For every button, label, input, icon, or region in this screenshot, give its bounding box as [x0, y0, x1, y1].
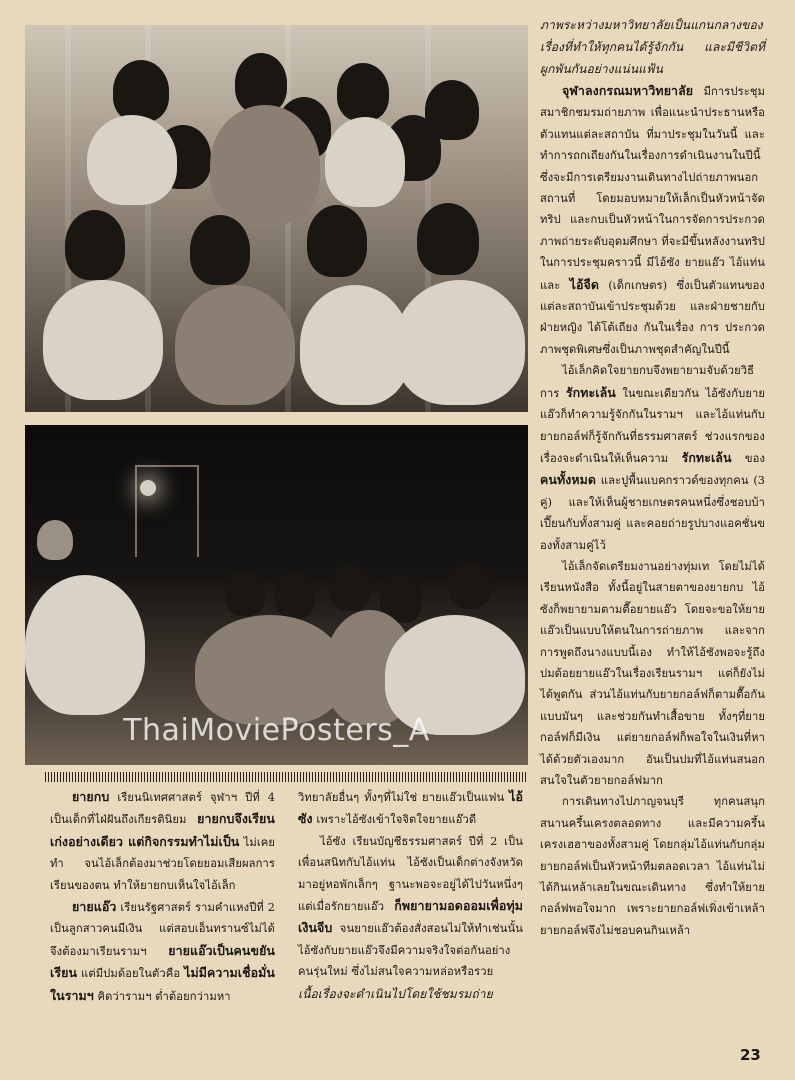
person-body	[210, 105, 320, 225]
person-head	[225, 570, 265, 616]
bold-text: รักทะเล้น	[565, 384, 616, 400]
person-head	[113, 60, 169, 122]
bold-text: คนทั้งหมด	[540, 472, 597, 488]
paragraph	[298, 831, 523, 983]
left-column	[50, 786, 275, 1007]
lamp-frame	[135, 465, 199, 557]
page-number: 23	[740, 1046, 761, 1064]
body-text: คิดว่ารามฯ ต่ำต้อยกว่ามหา	[97, 989, 231, 1003]
body-text: ไอ้ซัง เรียนบัญชีธรรมศาสตร์ ปีที่ 2 เป็นเพื่อนสนิทกับไอ้แท่น ไอ้ซังเป็นเด็กต่างจังหวัดมาอยู่หอพักเล็กๆ ฐานะพอจะอยู่ได้ไปวันหนึ่งๆ แต่เมื่อรักยายแอ๊ว	[298, 834, 523, 914]
bold-text: ยายแอ๊ว	[72, 899, 117, 915]
paragraph	[540, 360, 765, 556]
person-head	[37, 520, 73, 560]
body-text: จนยายแอ๊วต้องสั่งสอนไม่ให้ทำเช่นนั้น ไอ้ซังกับยายแอ๊วจึงมีความจริงใจต่อกันอย่างคนรุ่นใหม่ ซึ่งไม่สนใจความหล่อหรือรวย	[298, 922, 523, 979]
person-body	[87, 115, 177, 205]
body-text: เรียนนิเทศศาสตร์ จุฬาฯ ปีที่ 4 เป็นเด็กที่ไฝ่ฝันถึงเกียรตินิยม	[50, 791, 275, 827]
bold-text: ยายแอ๊วเป็นคนขยันเรียน	[50, 942, 275, 981]
person-body	[325, 117, 405, 207]
body-text: ของ	[744, 451, 766, 465]
person-body	[25, 575, 145, 715]
body-text: แต่มีปมด้อยในตัวคือ	[81, 967, 181, 981]
bold-text: รักทะเล้น	[681, 449, 732, 465]
person-body	[195, 615, 345, 725]
section-divider	[45, 772, 528, 782]
paragraph	[540, 80, 765, 360]
body-text: วิทยาลัยอื่นๆ ทั้งๆที่ไม่ใช่ ยายแอ๊วเป็นแฟน	[298, 791, 505, 804]
person-body	[300, 285, 410, 405]
person-head	[190, 215, 250, 285]
group-photo-top	[25, 25, 528, 412]
bold-text: ไอ้ซัง	[298, 789, 523, 827]
person-head	[275, 573, 315, 619]
person-head	[235, 53, 287, 113]
paragraph	[298, 786, 523, 831]
person-body	[43, 280, 163, 400]
person-head	[337, 63, 389, 121]
lead-paragraph: ภาพระหว่างมหาวิทยาลัยเป็นแกนกลางของเรื่องที่ทำให้ทุกคนได้รู้จักกัน และมีชีวิตที่ผูกพันกันอย่างแน่นแฟ้น	[540, 18, 765, 76]
body-text: ไม่เคยทำ จนไอ้เล็กต้องมาช่วยโดยยอมเสียผลการเรียนของตน ทำให้ยายกบเห็นใจไอ้เล็ก	[50, 835, 275, 892]
person-head	[307, 205, 367, 277]
paragraph	[50, 896, 275, 1007]
watermark-text: ThaiMoviePosters_A	[123, 713, 430, 748]
bold-text: ยายกบ	[72, 789, 110, 804]
middle-column	[298, 786, 523, 1005]
body-text: มีการประชุมสมาชิกชมรมถ่ายภาพ เพื่อแนะนำประธานหรือตัวแทนแต่ละสถาบัน ที่มาประชุมในวันนี้ และทำการถกเถียงกันในเรื่องการดำเนินงานในปีนี้ ซึ่งจะมีการเตรียมงานเดินทางไปถ่ายภาพนอกสถานที่ โดยมอบหมายให้เล็กเป็นหัวหน้าจัดทริป และกบเป็นหัวหน้าในการจัดการประกวดภาพถ่ายระดับอุดมศึกษา ที่จะมีขึ้นหลังงานทริป ในการประชุมคราวนี้ มีไอ้ซัง ยายแอ๊ว ไอ้แท่น และ	[540, 85, 765, 292]
lamp-glow	[140, 480, 156, 496]
body-text: ไอ้เล็กคิดใจยายกบจึงพยายามจับด้วยวิธีการ	[540, 364, 755, 400]
night-photo-bottom	[25, 425, 528, 765]
body-text: เรียนรัฐศาสตร์ รามคำแหงปีที่ 2 เป็นลูกสาวคนมีเงิน แต่สอบเอ็นทรานซ์ไม่ได้ จึงต้องมาเรียนรามฯ	[50, 901, 275, 958]
bold-text: ก็พยายามอดออมเพื่อทุ่มเงินจีบ	[298, 898, 523, 936]
person-body	[395, 280, 525, 405]
closing-line: เนื้อเรื่องจะดำเนินไปโดยใช้ชมรมถ่าย	[298, 986, 493, 1001]
right-column	[540, 14, 765, 941]
paragraph: ไอ้เล็กจัดเตรียมงานอย่างทุ่มเท โดยไม่ได้เรียนหนังสือ ทั้งนี้อยู่ในสายตาของยายกบ ไอ้ซังก็พยายามตามตื๊อยายแอ๊ว โดยจะขอให้ยายแอ๊วเป็นแบบให้ตนในการถ่ายภาพ และจากการพูดถึงนางแบบนี้เอง ทำให้ไอ้ซังพอจะรู้ถึงปมด้อยยายแอ๊วในเรื่องเรียนรามฯ แต่ก็ยังไม่ได้พูดกัน ส่วนไอ้แท่นกับยายกอล์ฟก็ตามตื๊อกันแบบมันๆ และช่วยกันทำเสื้อขาย ทั้งๆที่ยายกอล์ฟก็มีเงิน แต่ยายกอล์ฟก็พอใจในเงินที่หาได้ด้วยตัวเองมาก อันเป็นปมที่ไอ้แท่นสนอกสนใจในตัวยายกอล์ฟมาก	[540, 559, 765, 787]
bold-text: ไม่มีความเชื่อมั่นในรามฯ	[50, 965, 276, 1003]
paragraph	[50, 786, 275, 896]
body-text: และปูพื้นแบคกราวด์ของทุกคน (3 คู่) และให้เห็นผู้ชายเกษตรคนหนึ่งซึ่งชอบบ้าเปี๊ยนกับทั้งสามคู่ และคอยถ่ายรูปบางแอคชั่นของทั้งสามคู่ไว้	[540, 474, 765, 552]
body-text: (เด็กเกษตร) ซึ่งเป็นตัวแทนของแต่ละสถาบันเข้าประชุมด้วย และฝ่ายชายกับฝ่ายหญิง ได้โต้เถียง กันในเรื่อง การ ประกวดภาพชุดพิเศษซึ่งเป็นภาพชุดสำคัญในปีนี้	[540, 278, 765, 356]
bold-text: ยายกบจึงเรียนเก่งอย่างเดียว แต่กิจกรรมทำไม่เป็น	[50, 811, 275, 849]
bold-text: ไอ้จืด	[569, 276, 600, 292]
person-head	[417, 203, 479, 275]
person-head	[330, 565, 370, 611]
paragraph: การเดินทางไปภาญจนบุรี ทุกคนสนุกสนานครึ้นเครงตลอดทาง และมีความครึ้นเครงเฮฮาของทั้งสามคู่ โดยกลุ่มไอ้แท่นกับกลุ่มยายกอล์ฟเป็นหัวหน้าทีมตลอดเวลา ไอ้แท่นไม่ได้กินเหล้าเลยในขณะเดินทาง ซึ่งทำให้ยายกอล์ฟพอใจมาก เพราะยายกอล์ฟเพิ่งเข้าเหล้า ยายกอล์ฟจึงไม่ชอบคนกินเหล้า	[540, 795, 765, 937]
person-body	[175, 285, 295, 405]
person-head	[450, 563, 490, 609]
person-head	[65, 210, 125, 280]
body-text: เพราะไอ้ซังเข้าใจจิตใจยายแอ๊วดี	[316, 813, 477, 827]
bold-text: จุฬาลงกรณมหาวิทยาลัย	[562, 83, 694, 98]
body-text: ในขณะเดียวกัน ไอ้ซังกับยายแอ๊วก็ทำความรู้จักกันในรามฯ และไอ้แท่นกับยายกอล์ฟก็รู้จักกันที่ธรรมศาสตร์ ช่วงแรกของเรื่องจะดำเนินให้เห็นความ	[540, 386, 766, 465]
